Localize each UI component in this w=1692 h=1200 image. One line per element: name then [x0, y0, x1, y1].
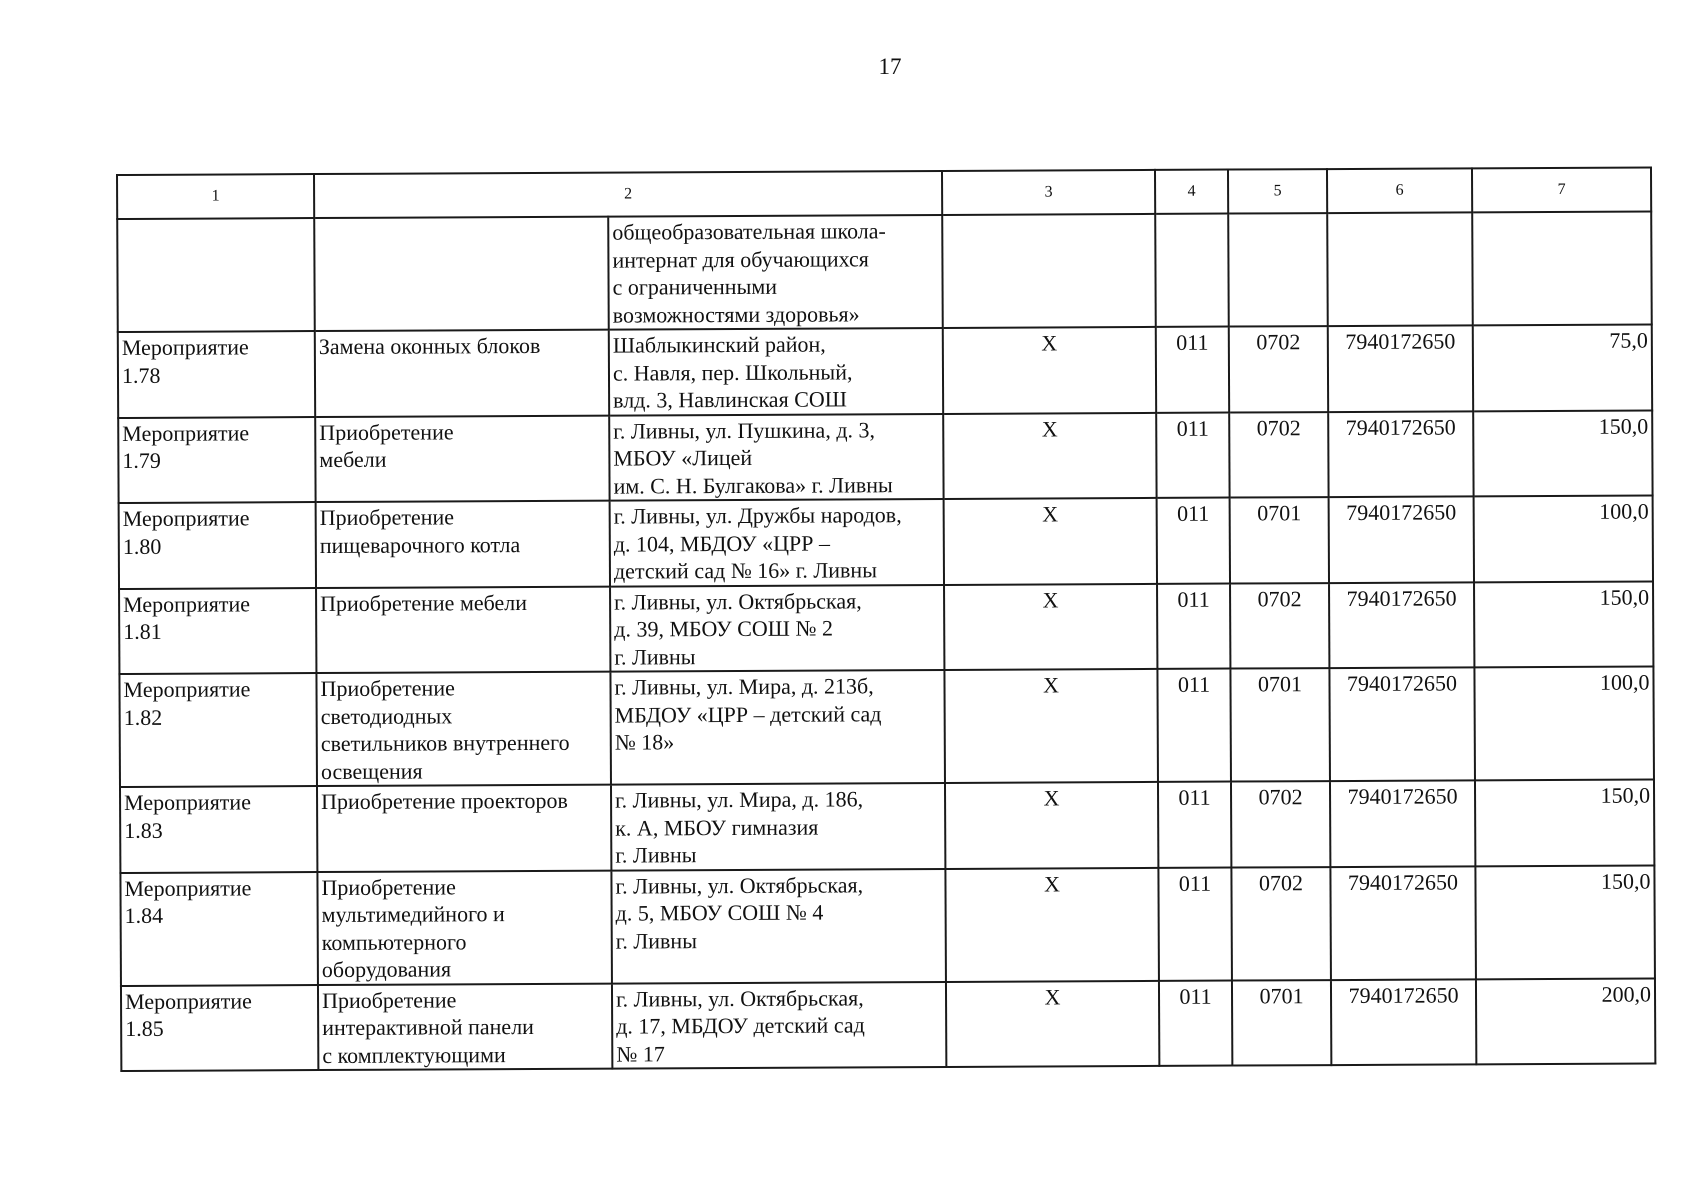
table-row — [119, 495, 1653, 588]
cell-id — [120, 872, 318, 986]
cell-address-line: д. 5, МБОУ СОШ № 4 — [615, 899, 824, 926]
header-col-4: 4 — [1155, 170, 1228, 214]
header-row — [117, 167, 1651, 218]
table-row — [118, 324, 1652, 417]
cell-col-3: Х — [944, 583, 1157, 670]
cell-desc — [315, 415, 609, 502]
cell-col-7: 150,0 — [1475, 779, 1654, 865]
cell-col-4 — [1155, 214, 1229, 327]
cell-col-4: 011 — [1158, 867, 1232, 980]
cell-id-line: 1.78 — [121, 362, 161, 388]
cell-id-line: Мероприятие — [124, 789, 251, 815]
cell-address-line: № 18» — [614, 729, 675, 755]
cell-address-line: г. Ливны, ул. Октябрьская, — [615, 871, 864, 899]
cell-id-line: 1.80 — [122, 533, 162, 559]
cell-id-line: Мероприятие — [124, 987, 252, 1014]
cell-col-5: 0701 — [1230, 497, 1329, 583]
table-row — [119, 666, 1654, 786]
cell-id — [121, 985, 318, 1071]
cell-col-6: 7940172650 — [1330, 780, 1475, 866]
cell-col-4: 011 — [1156, 412, 1229, 498]
cell-col-5: 0702 — [1231, 781, 1330, 867]
cell-desc-line: компьютерного — [321, 928, 467, 955]
cell-address-line: г. Ливны, ул. Дружбы народов, — [613, 502, 902, 529]
cell-address-line: г. Ливны, ул. Мира, д. 186, — [615, 786, 864, 813]
cell-id-line: Мероприятие — [122, 419, 250, 446]
cell-col-7: 150,0 — [1473, 410, 1652, 496]
cell-address-line: с. Навля, пер. Школьный, — [612, 358, 853, 386]
cell-address-line: влд. 3, Навлинская СОШ — [613, 386, 847, 413]
cell-desc-line: интерактивной панели — [322, 1013, 534, 1041]
cell-col-6: 7940172650 — [1329, 496, 1474, 582]
cell-col-4: 011 — [1157, 498, 1230, 584]
cell-id — [118, 331, 315, 417]
cell-col-6 — [1327, 212, 1473, 326]
cell-col-3 — [942, 214, 1156, 328]
cell-address-line: г. Ливны — [614, 643, 696, 670]
cell-col-5: 0701 — [1232, 980, 1331, 1066]
header-col-3: 3 — [942, 170, 1155, 215]
table-row — [121, 978, 1655, 1071]
cell-address — [609, 328, 943, 415]
cell-desc-line: Приобретение — [320, 675, 455, 702]
cell-col-5: 0702 — [1229, 412, 1328, 498]
cell-desc-line: пищеварочного котла — [319, 531, 521, 558]
cell-col-7: 150,0 — [1474, 581, 1653, 667]
cell-col-6: 7940172650 — [1331, 979, 1476, 1065]
cell-address-line: МБДОУ «ЦРР – детский сад — [614, 700, 882, 728]
cell-col-4: 011 — [1157, 669, 1231, 782]
cell-address-line: г. Ливны — [615, 842, 697, 868]
cell-col-4: 011 — [1156, 327, 1229, 413]
page-number: 17 — [878, 54, 902, 79]
cell-desc — [316, 501, 610, 588]
cell-col-7: 75,0 — [1473, 324, 1652, 410]
cell-col-7: 100,0 — [1474, 495, 1653, 581]
cell-id-line: Мероприятие — [124, 874, 252, 901]
header-col-5: 5 — [1228, 169, 1327, 213]
cell-col-3: Х — [944, 498, 1157, 585]
cell-desc — [318, 983, 612, 1070]
cell-col-5: 0701 — [1230, 668, 1330, 781]
cell-desc — [316, 672, 611, 786]
cell-address-line: г. Ливны — [615, 927, 697, 954]
header-col-7: 7 — [1472, 167, 1651, 212]
cell-col-6: 7940172650 — [1328, 411, 1473, 497]
cell-col-7: 100,0 — [1474, 666, 1654, 780]
cell-col-3: Х — [946, 980, 1159, 1067]
cell-col-6: 7940172650 — [1328, 325, 1473, 411]
cell-col-3: Х — [945, 782, 1158, 869]
cell-address — [611, 783, 945, 870]
header-col-6: 6 — [1327, 168, 1472, 213]
cell-col-6: 7940172650 — [1329, 667, 1475, 781]
cell-id-line: 1.82 — [123, 704, 163, 730]
cell-desc-line: Приобретение — [321, 986, 457, 1013]
header-col-1: 1 — [117, 174, 314, 219]
cell-address — [609, 413, 943, 500]
cell-col-3: Х — [943, 327, 1156, 414]
cell-desc-line: светодиодных — [320, 702, 453, 729]
cell-address-line: д. 39, МБОУ СОШ № 2 — [614, 615, 834, 642]
cell-col-4: 011 — [1159, 980, 1232, 1066]
table-row — [120, 779, 1654, 872]
cell-address-line: г. Ливны, ул. Октябрьская, — [614, 587, 862, 615]
cell-col-6: 7940172650 — [1329, 582, 1474, 668]
cell-address-line: г. Ливны, ул. Мира, д. 213б, — [614, 673, 874, 700]
cell-id-line: 1.84 — [124, 902, 164, 928]
cell-address — [610, 499, 944, 586]
header-col-2: 2 — [314, 171, 942, 218]
cell-id-line: 1.79 — [122, 447, 161, 473]
cell-col-7 — [1472, 211, 1652, 325]
cell-id — [117, 218, 315, 332]
cell-address — [612, 981, 946, 1068]
cell-col-5: 0702 — [1230, 583, 1329, 669]
cell-address-line: д. 104, МБДОУ «ЦРР – — [613, 530, 831, 557]
cell-col-5: 0702 — [1229, 326, 1328, 412]
cell-col-5 — [1228, 213, 1328, 326]
cell-col-3: Х — [944, 669, 1158, 783]
cell-address-line: № 17 — [616, 1040, 665, 1067]
address-line: интернат для обучающихся — [612, 245, 869, 273]
cell-desc — [317, 785, 611, 872]
cell-id-line: Мероприятие — [123, 590, 251, 617]
cell-id — [119, 673, 317, 787]
cell-col-7: 200,0 — [1476, 978, 1655, 1064]
cell-desc-line: Приобретение мебели — [320, 589, 528, 616]
cell-address-line: г. Ливны, ул. Октябрьская, — [615, 984, 864, 1012]
cell-id-line: Мероприятие — [122, 505, 250, 531]
cell-desc — [316, 586, 610, 673]
cell-address — [610, 584, 944, 671]
address-line: с ограниченными — [612, 273, 778, 300]
cell-desc — [315, 330, 609, 417]
table-row — [118, 410, 1652, 503]
cell-address — [611, 868, 946, 983]
cell-col-4: 011 — [1157, 583, 1230, 669]
cell-desc-line: освещения — [320, 758, 423, 784]
cell-col-5: 0702 — [1231, 867, 1331, 980]
cell-id-line: 1.83 — [124, 817, 163, 843]
cell-desc-line: Приобретение проекторов — [321, 787, 568, 815]
cell-address — [608, 215, 943, 330]
cell-id — [119, 588, 316, 674]
cell-desc-line: Приобретение — [319, 504, 455, 531]
cell-address-line: г. Ливны, ул. Пушкина, д. 3, — [613, 416, 876, 444]
cell-address-line: д. 17, МБДОУ детский сад — [616, 1012, 865, 1039]
cell-id — [120, 786, 317, 872]
cell-desc-line: мультимедийного и — [321, 901, 505, 928]
address-line: возможностями здоровья» — [612, 300, 860, 328]
cell-desc-line: с комплектующими — [322, 1041, 506, 1068]
cell-desc — [314, 217, 609, 331]
cell-col-7: 150,0 — [1475, 865, 1655, 979]
cell-address-line: МБОУ «Лицей — [613, 444, 753, 471]
cell-desc-line: оборудования — [321, 956, 452, 983]
cell-id-line: 1.81 — [123, 618, 162, 644]
cell-address-line: к. А, МБОУ гимназия — [615, 814, 819, 841]
cell-col-3: Х — [945, 867, 1159, 981]
cell-address-line: Шаблыкинский район, — [612, 331, 826, 358]
measures-table — [116, 166, 1656, 1071]
cell-address-line: детский сад № 16» г. Ливны — [613, 557, 878, 584]
cell-address — [610, 670, 945, 785]
table-row — [119, 581, 1653, 674]
cell-col-4: 011 — [1158, 782, 1231, 868]
table-row — [120, 865, 1655, 985]
continuation-row — [117, 211, 1652, 331]
cell-desc-line: Замена оконных блоков — [318, 332, 541, 360]
cell-id — [119, 502, 316, 588]
cell-desc — [317, 870, 612, 984]
cell-desc-line: мебели — [319, 446, 387, 473]
address-line: общеобразовательная школа- — [612, 218, 886, 245]
cell-col-3: Х — [943, 412, 1156, 499]
cell-id-line: 1.85 — [125, 1015, 164, 1041]
cell-desc-line: Приобретение — [319, 418, 454, 445]
cell-col-6: 7940172650 — [1330, 866, 1476, 980]
cell-id-line: Мероприятие — [123, 676, 251, 702]
table-body — [117, 211, 1655, 1070]
cell-desc-line: светильников внутреннего — [320, 729, 570, 757]
cell-id-line: Мероприятие — [121, 334, 249, 360]
cell-address-line: им. С. Н. Булгакова» г. Ливны — [613, 471, 893, 499]
cell-desc-line: Приобретение — [321, 873, 456, 900]
cell-id — [118, 417, 315, 503]
